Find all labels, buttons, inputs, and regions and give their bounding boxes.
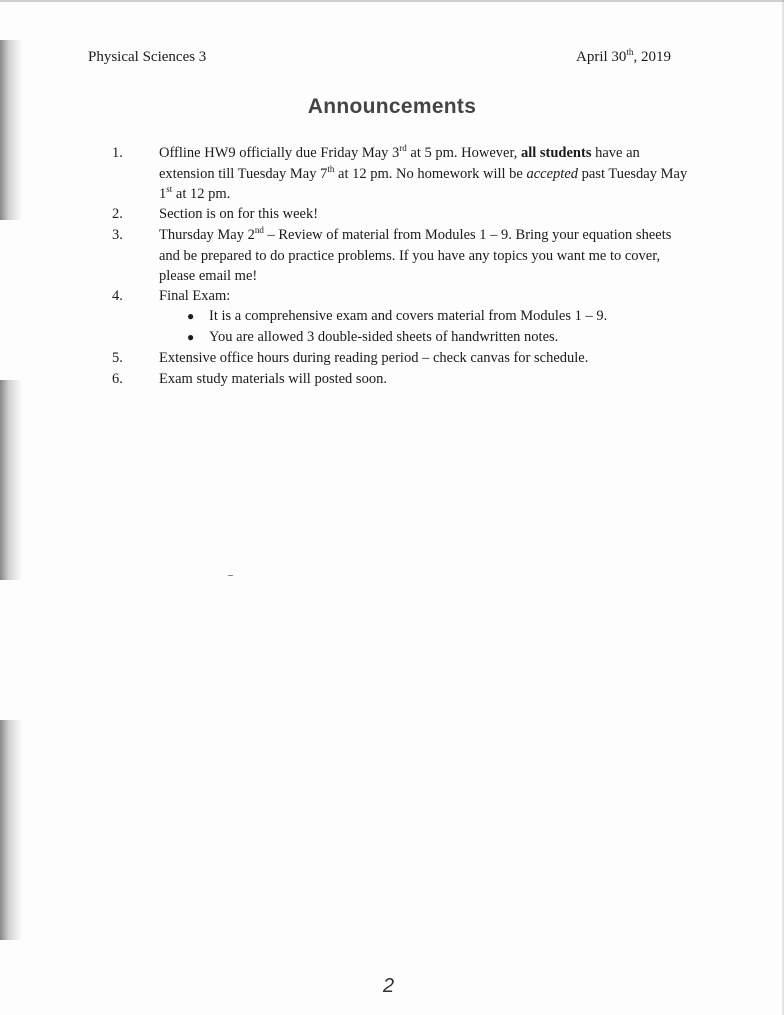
- bullet-icon: ●: [187, 309, 195, 323]
- item-text: Extensive office hours during reading period – check canvas for schedule.: [159, 350, 589, 366]
- item-text: [159, 143, 689, 205]
- date-year: , 2019: [633, 49, 671, 65]
- text-run: Offline HW9 officially due Friday May 3: [159, 145, 400, 161]
- scan-shadow-bottom: [0, 720, 22, 940]
- item-text: Final Exam:: [159, 288, 231, 304]
- text-run: Thursday May 2: [159, 227, 255, 243]
- date-month-day: April 30: [576, 49, 627, 65]
- superscript: st: [166, 184, 173, 194]
- item-number: 6.: [112, 371, 123, 387]
- header-date: [576, 49, 671, 66]
- item-text: Section is on for this week!: [159, 206, 319, 222]
- superscript: th: [327, 163, 335, 174]
- item-number: 3.: [112, 227, 123, 243]
- bold-text: all students: [520, 145, 592, 161]
- item-number: 1.: [112, 145, 123, 161]
- text-run: at 12 pm.: [172, 186, 231, 202]
- text-run: have an extension till Tuesday May 7: [159, 145, 640, 182]
- page-number: 2: [383, 975, 395, 997]
- italic-text: accepted: [526, 165, 579, 182]
- bullet-text: You are allowed 3 double-sided sheets of handwritten notes.: [209, 329, 559, 345]
- text-run: past Tuesday May 1: [159, 165, 688, 202]
- item-number: 2.: [112, 206, 123, 222]
- item-number: 5.: [112, 350, 123, 366]
- bullet-icon: ●: [187, 330, 195, 344]
- text-run: at 12 pm. No homework will be: [334, 165, 527, 182]
- item-text: [159, 225, 689, 287]
- scan-shadow-middle: [0, 380, 22, 580]
- bullet-text: It is a comprehensive exam and covers material from Modules 1 – 9.: [209, 308, 608, 324]
- scan-top-edge: [0, 0, 784, 2]
- scan-speck: [228, 575, 233, 576]
- item-text: Exam study materials will posted soon.: [159, 371, 387, 387]
- superscript: rd: [399, 143, 407, 153]
- date-suffix: th: [626, 47, 634, 57]
- item-number: 4.: [112, 288, 123, 304]
- text-run: – Review of material from Modules 1 – 9. Bring your equation sheets and be prepared to do practice problems. If you have any topics you want me to cover, please email me!: [159, 227, 672, 284]
- page-title: Announcements: [307, 95, 477, 118]
- superscript: nd: [254, 225, 264, 235]
- scan-shadow-top: [0, 40, 22, 220]
- course-name: Physical Sciences 3: [88, 49, 207, 65]
- text-run: at 5 pm. However,: [406, 145, 521, 161]
